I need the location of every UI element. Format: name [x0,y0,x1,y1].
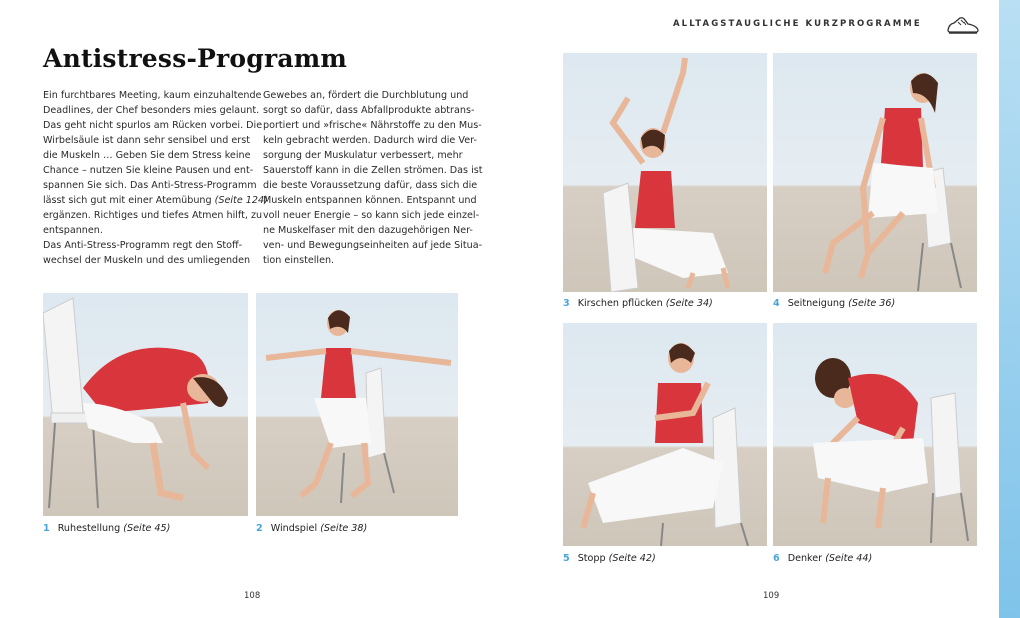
text-line: die beste Voraussetzung dafür, dass sich die [263,180,478,191]
caption-number: 3 [563,298,570,309]
text-line: wechsel der Muskeln und des umliegenden [43,255,251,266]
caption-page-ref: (Seite 42) [608,553,656,564]
photo-stopp [563,323,767,546]
text-line: portiert und »frische« Nährstoffe zu den Mus- [263,120,482,131]
caption-number: 1 [43,523,50,534]
text-line: Ein furchtbares Meeting, kaum einzuhaltende [43,90,262,101]
text-line: Chance – nutzen Sie kleine Pausen und ent- [43,165,254,176]
caption-page-ref: (Seite 44) [825,553,873,564]
caption-label: Windspiel [270,523,318,534]
text-line: tion einstellen. [263,255,335,266]
text-line: spannen Sie sich. Das Anti-Stress-Programm [43,180,257,191]
text-line: voll neuer Energie – so kann sich jede einzel- [263,210,480,221]
caption-4 [773,298,895,309]
caption-number: 5 [563,553,570,564]
caption-page-ref: (Seite 34) [665,298,713,309]
caption-1 [43,523,170,534]
text-line: Das geht nicht spurlos am Rücken vorbei. Die [43,120,263,131]
caption-page-ref: (Seite 38) [320,523,368,534]
text-line: ven- und Bewegungseinheiten auf jede Situa- [263,240,483,251]
text-line: Wirbelsäule ist dann sehr sensibel und erst [43,135,251,146]
text-line: Das Anti-Stress-Programm regt den Stoff- [43,240,243,251]
photo-denker [773,323,977,546]
photo-windspiel [256,293,458,516]
shoe-icon [946,14,980,36]
photo-ruhestellung [43,293,248,516]
caption-label: Kirschen pflücken [577,298,663,309]
caption-label: Stopp [577,553,606,564]
caption-page-ref: (Seite 45) [123,523,171,534]
text-line: lässt sich gut mit einer Atemübung (Seite 124) [43,195,268,206]
caption-label: Ruhestellung [57,523,121,534]
caption-number: 4 [773,298,780,309]
caption-5 [563,553,656,564]
text-line: Muskeln entspannen können. Entspannt und [263,195,477,206]
text-line: Deadlines, der Chef besonders mies gelaunt. [43,105,260,116]
text-line: Sauerstoff kann in die Zellen strömen. Das ist [263,165,483,176]
text-line: ne Muskelfaser mit den dazugehörigen Ner- [263,225,473,236]
caption-6 [773,553,872,564]
text-line: Gewebes an, fördert die Durchblutung und [263,90,469,101]
text-line: sorgt so dafür, dass Abfallprodukte abtrans- [263,105,475,116]
caption-number: 2 [256,523,263,534]
caption-label: Seitneigung [787,298,846,309]
body-column-left [43,88,268,268]
caption-3 [563,298,713,309]
text-line: ergänzen. Richtiges und tiefes Atmen hilft, zu [43,210,263,221]
photo-kirschen-pfluecken [563,53,767,292]
text-line: keln gebracht werden. Dadurch wird die Ver- [263,135,477,146]
section-header: ALLTAGSTAUGLICHE KURZPROGRAMME [673,19,922,29]
page-number-left: 108 [244,591,261,601]
page-title: Antistress-Programm [43,44,348,73]
photo-seitneigung [773,53,977,292]
body-column-right [263,88,483,268]
page-number-right: 109 [763,591,780,601]
caption-number: 6 [773,553,780,564]
caption-2 [256,523,367,534]
caption-label: Denker [787,553,823,564]
caption-page-ref: (Seite 36) [848,298,896,309]
page-edge-stripe [999,0,1020,618]
text-line: entspannen. [43,225,103,236]
text-line: sorgung der Muskulatur verbessert, mehr [263,150,463,161]
text-line: die Muskeln … Geben Sie dem Stress keine [43,150,251,161]
